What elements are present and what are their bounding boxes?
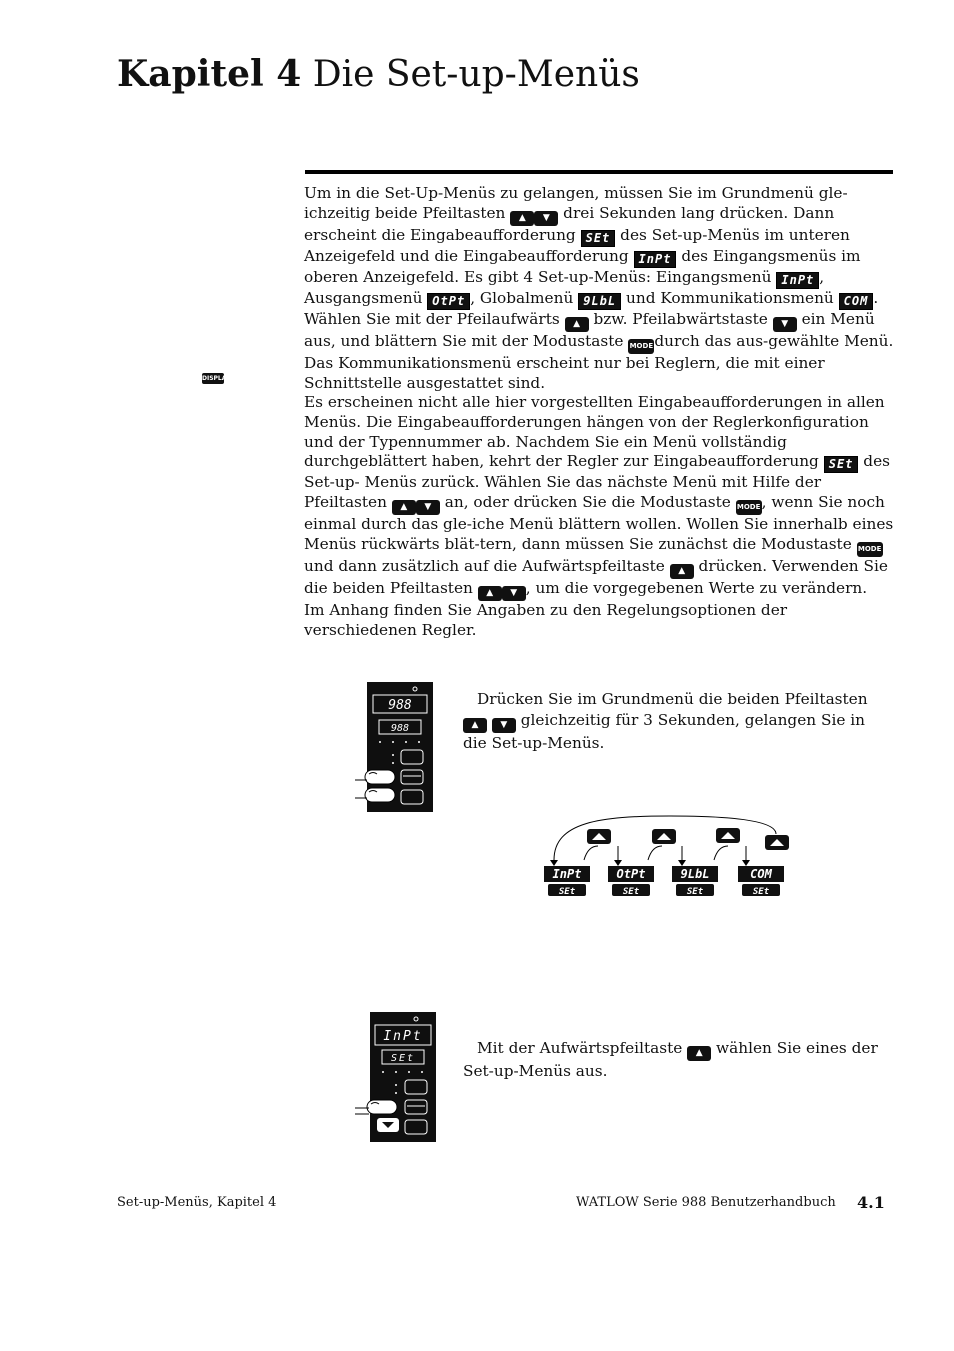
lcd-set-icon: SEt	[581, 230, 616, 247]
up-arrow-icon: ▲	[478, 586, 502, 601]
up-arrow-icon	[716, 828, 740, 843]
text: , Ausgangsmenü	[304, 267, 825, 307]
up-arrow-icon	[652, 829, 676, 844]
up-arrow-icon: ▲	[510, 211, 534, 226]
mode-key-icon: MODE	[628, 339, 654, 354]
lcd-set-icon: SEt	[752, 887, 770, 897]
title-divider	[305, 170, 893, 174]
text: und dann zusätzlich auf die Aufwärtspfeiltaste	[304, 556, 665, 575]
footer-left: Set-up-Menüs, Kapitel 4	[117, 1195, 277, 1210]
up-arrow-icon: ▲	[392, 500, 416, 515]
up-arrow-icon: ▲	[565, 317, 589, 332]
text: ein Menü aus, und blättern Sie mit der Modustaste	[304, 309, 875, 350]
text: , Globalmenü	[470, 288, 574, 307]
down-arrow-icon: ▼	[534, 211, 558, 226]
text: , um die vorgegebenen Werte zu verändern.	[525, 578, 868, 597]
text: drei Sekunden lang drücken. Dann erscheint die Eingabeaufforderung	[304, 203, 835, 244]
text: und Kommunikationsmenü	[625, 288, 834, 307]
figure-2-caption	[463, 1038, 893, 1082]
mode-key-icon: MODE	[857, 542, 883, 557]
down-arrow-icon: ▼	[773, 317, 797, 332]
display-key-icon: DISPLAY	[202, 375, 231, 382]
controller-figure-1	[355, 680, 435, 814]
text: des Eingangsmenüs im oberen Anzeigefeld. Es gibt 4 Set-up-Menüs: Eingangsmenü	[304, 246, 861, 286]
lcd-set-icon: SEt	[390, 1053, 416, 1064]
controller-figure-2	[355, 1010, 437, 1144]
mode-key-icon: MODE	[736, 500, 762, 515]
up-arrow-icon: ▲	[463, 718, 487, 733]
text: Drücken Sie im Grundmenü die beiden Pfeiltasten	[477, 690, 868, 708]
lcd-otpt-icon: OtPt	[427, 293, 470, 310]
text: des Set-up-Menüs im unteren Anzeigefeld und die Eingabeaufforderung	[304, 225, 850, 265]
lcd-com-icon: COM	[750, 867, 772, 881]
text: des Set-up- Menüs zurück. Wählen Sie das nächste Menü mit Hilfe der Pfeiltasten	[304, 452, 890, 512]
page-number: 4.1	[857, 1193, 885, 1212]
text: durch das aus-gewählte Menü. Das Kommunikationsmenü erscheint nur bei Reglern, die mit einer Schnittstelle ausgestattet sind.	[304, 331, 894, 392]
text: wählen Sie eines der Set-up-Menüs aus.	[463, 1039, 878, 1080]
page-title	[117, 52, 640, 97]
text: an, oder drücken Sie die Modustaste	[444, 493, 731, 512]
text: drücken. Verwenden Sie die beiden Pfeiltasten	[304, 556, 888, 597]
text: Im Anhang finden Sie Angaben zu den Regelungsoptionen der verschiedenen Regler.	[304, 601, 788, 639]
chapter-name: Die Set-up-Menüs	[312, 54, 640, 95]
up-arrow-icon: ▲	[687, 1046, 711, 1061]
down-arrow-icon: ▼	[502, 586, 526, 601]
display-upper-value: 988	[388, 698, 412, 713]
lcd-inpt-icon: InPt	[383, 1029, 423, 1044]
footer-right: WATLOW Serie 988 Benutzerhandbuch	[576, 1195, 836, 1210]
lcd-set-icon: SEt	[622, 887, 640, 897]
lcd-glbl-icon: 9LbL	[578, 293, 621, 310]
up-arrow-icon: ▲	[670, 564, 694, 579]
lcd-set-icon: SEt	[824, 456, 859, 473]
lcd-set-icon: SEt	[558, 887, 576, 897]
down-arrow-icon	[377, 1118, 399, 1132]
down-arrow-icon: ▼	[492, 718, 516, 733]
text: , wenn Sie noch einmal durch das gle-iche Menü blättern wollen. Wollen Sie innerhalb eines Menüs rückwärts blät-tern, dann müssen Sie zunächst die Modustaste	[304, 493, 894, 553]
lcd-otpt-icon: OtPt	[616, 867, 646, 881]
lcd-inpt-icon: InPt	[634, 251, 677, 268]
down-arrow-icon: ▼	[416, 500, 440, 515]
paragraph-intro	[304, 184, 894, 393]
lcd-set-icon: SEt	[686, 887, 704, 897]
text: gleichzeitig für 3 Sekunden, gelangen Sie in die Set-up-Menüs.	[463, 711, 866, 752]
up-arrow-icon	[587, 829, 611, 844]
lcd-inpt-icon: InPt	[552, 867, 582, 881]
display-lower-value: 988	[390, 723, 410, 734]
lcd-com-icon: COM	[839, 293, 874, 310]
text: . Wählen Sie mit der Pfeilaufwärts	[304, 288, 879, 328]
text: Es erscheinen nicht alle hier vorgestellten Eingabeaufforderungen in allen Menüs. Die Eingabeaufforderungen hängen von der Reglerkonfiguration und der Typennummer ab. Nachdem Sie ein Menü vollständig durchgeblättert haben, kehrt der Regler zur Eingabeaufforderung	[304, 393, 885, 471]
up-arrow-icon	[765, 835, 789, 850]
paragraph-prompts	[304, 393, 894, 601]
lcd-inpt-icon: InPt	[776, 272, 819, 289]
menu-cycle-diagram	[540, 812, 800, 902]
text: Um in die Set-Up-Menüs zu gelangen, müssen Sie im Grundmenü gle-ichzeitig beide Pfeiltasten	[304, 184, 848, 222]
text: bzw. Pfeilabwärtstaste	[593, 309, 768, 328]
lcd-glbl-icon: 9LbL	[680, 867, 710, 881]
figure-1-caption	[463, 689, 893, 754]
paragraph-appendix	[304, 601, 894, 641]
text: Mit der Aufwärtspfeiltaste	[477, 1039, 683, 1057]
chapter-number: Kapitel 4	[117, 53, 302, 95]
